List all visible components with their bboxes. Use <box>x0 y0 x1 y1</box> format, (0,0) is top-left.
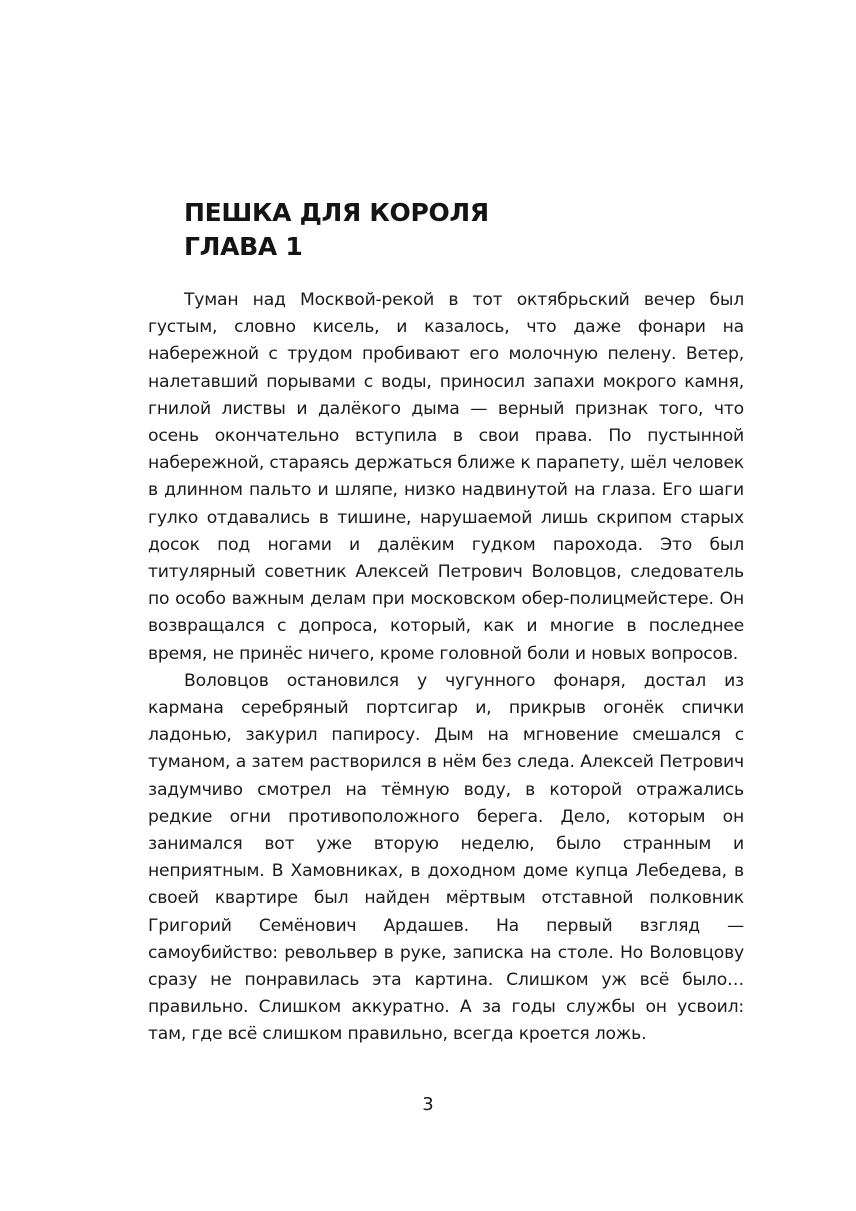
chapter-heading <box>184 196 744 264</box>
chapter-body <box>148 287 744 1049</box>
paragraph-1: Туман над Москвой-рекой в тот октябрьский вечер был густым, словно кисель, и казалось, что даже фонари на набережной с трудом пробивают его молочную пелену. Ветер, налетавший порывами с воды, приносил запахи мокрого камня, гнилой листвы и далёкого дыма — верный признак того, что осень окончательно вступила в свои права. По пустынной набережной, стараясь держаться ближе к парапету, шёл человек в длинном пальто и шляпе, низко надвинутой на глаза. Его шаги гулко отдавались в тишине, нарушаемой лишь скрипом старых досок под ногами и далёким гудком парохода. Это был титулярный советник Алексей Петрович Воловцов, следователь по особо важным делам при московском обер-полицмейстере. Он возвращался с допроса, который, как и многие в последнее время, не принёс ничего, кроме головной боли и новых вопросов. <box>148 290 744 664</box>
book-title: ПЕШКА ДЛЯ КОРОЛЯ <box>184 198 489 227</box>
paragraph-2: Воловцов остановился у чугунного фонаря, достал из кармана серебряный портсигар и, прикрыв огонёк спички ладонью, закурил папиросу. Дым на мгновение смешался с туманом, а затем растворился в нём без следа. Алексей Петрович задумчиво смотрел на тёмную воду, в которой отражались редкие огни противоположного берега. Дело, которым он занимался вот уже вторую неделю, было странным и неприятным. В Хамовниках, в доходном доме купца Лебедева, в своей квартире был найден мёртвым отставной полковник Григорий Семёнович Ардашев. На первый взгляд — самоубийство: револьвер в руке, записка на столе. Но Воловцову сразу не понравилась эта картина. Слишком уж всё было… правильно. Слишком аккуратно. А за годы службы он усвоил: там, где всё слишком правильно, всегда кроется ложь. <box>148 670 744 1045</box>
page-number: 3 <box>422 1094 434 1115</box>
chapter-title: ГЛАВА 1 <box>184 232 303 261</box>
